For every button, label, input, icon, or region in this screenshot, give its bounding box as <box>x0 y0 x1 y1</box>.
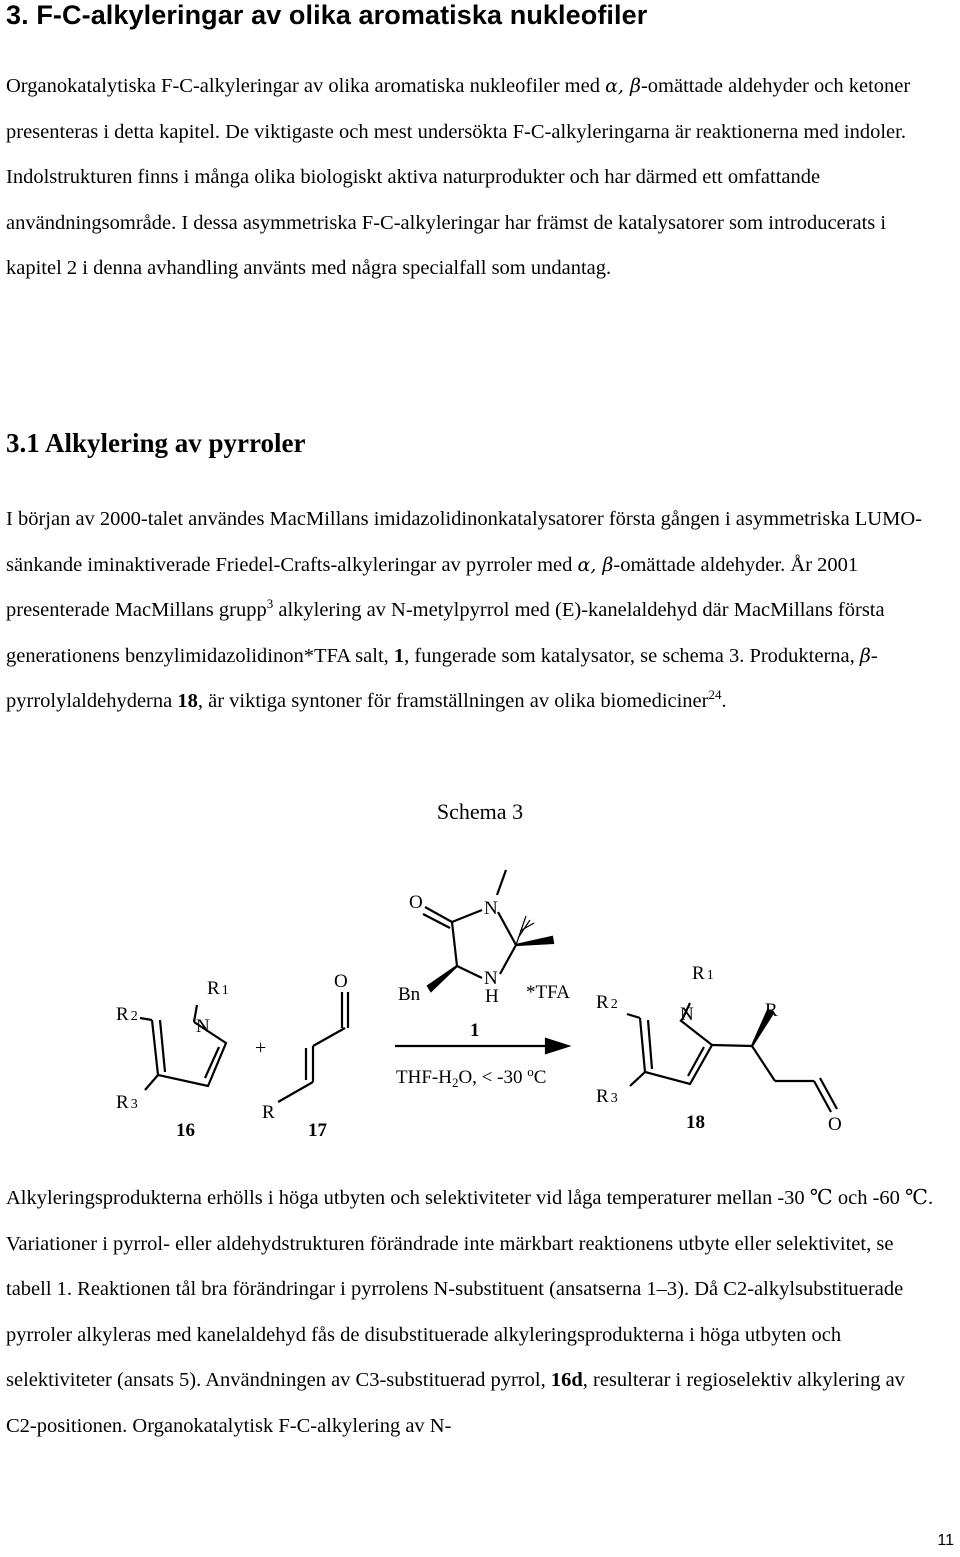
chapter-heading: 3. F-C-alkyleringar av olika aromatiska nukleofiler <box>6 0 648 30</box>
closing-paragraph <box>6 1176 936 1449</box>
r3-label: R <box>116 1092 129 1113</box>
intro-paragraph <box>6 64 936 292</box>
pyrrole-16-structure <box>116 978 229 1141</box>
bn-label: Bn <box>398 984 421 1005</box>
compound-17-label: 17 <box>308 1120 327 1141</box>
product-r1-sub: 1 <box>706 968 714 983</box>
closing-text-1: Alkyleringsprodukterna erhölls i höga utbyten och selektiviteter vid låga temperaturer mellan -30 ℃ och -60 ℃. Variationer i pyrrol- eller aldehydstrukturen förändrade inte märkbart reaktionens utbyte eller selektivitet, se tabell 1. Reaktionen tål bra förändringar i pyrrolens N-substituent (ansatserna 1–3). Då C2-alkylsubstituerade pyrroler alkyleras med kanelaldehyd fås de disubstituerade alkyleringsprodukterna i höga utbyten och selektiviteter (ansats 5). Användningen av C3-substituerad pyrrol, <box>6 1187 934 1391</box>
product-r3-label: R <box>596 1086 609 1107</box>
svg-text:R1 <box>207 978 229 999</box>
conditions-c: C <box>533 1067 547 1088</box>
product-r2-sub: 2 <box>610 997 618 1012</box>
reaction-arrow <box>395 1039 568 1090</box>
product-r1-label: R <box>692 963 705 984</box>
svg-text:THF-H2O, < -30 oC <box>396 1064 546 1090</box>
r1-label: R <box>207 978 220 999</box>
compound-16-label: 16 <box>176 1120 195 1141</box>
r2-sub: 2 <box>130 1009 138 1024</box>
closing-text-2: , resulterar i regioselektiv alkylering av C2-positionen. Organokatalytisk F-C-alkylering av N- <box>6 1369 905 1437</box>
reference-3: 3 <box>266 596 274 611</box>
intro-text-1: Organokatalytiska F-C-alkyleringar av olika aromatiska nukleofiler med <box>6 75 606 97</box>
section-text-4: , fungerade som katalysator, se schema 3. Produkterna, <box>404 644 860 667</box>
product-r2-label: R <box>596 992 609 1013</box>
product-n-label: N <box>680 1004 694 1025</box>
product-o-label: O <box>828 1114 842 1135</box>
section-heading: 3.1 Alkylering av pyrroler <box>6 428 306 458</box>
r-label: R <box>262 1102 275 1123</box>
compound-1-ref: 1 <box>393 644 405 667</box>
o-label: O <box>334 971 348 992</box>
page-number: 11 <box>937 1532 954 1549</box>
svg-text:R3 <box>596 1086 618 1107</box>
n-label: N <box>196 1016 210 1037</box>
r3-sub: 3 <box>130 1097 138 1112</box>
intro-text-2: -omättade aldehyder och ketoner presenteras i detta kapitel. De viktigaste och mest undersökta F-C-alkyleringarna är reaktionerna med indoler. Indolstrukturen finns i många olika biologiskt aktiva naturprodukter och har därmed ett omfattande användningsområde. I dessa asymmetriska F-C-alkyleringar har främst de katalysatorer som introducerats i kapitel 2 i denna avhandling använts med några specialfall som undantag. <box>6 75 911 279</box>
aldehyde-17-structure <box>262 971 348 1141</box>
conditions-deg: o <box>527 1064 534 1079</box>
svg-text:R1 <box>692 963 714 984</box>
conditions-b: O, < -30 <box>458 1067 528 1088</box>
section-text-2: -omättade aldehyder. År 2001 presenterade MacMillans grupp <box>6 553 859 621</box>
plus-sign: + <box>255 1037 267 1059</box>
svg-text:R2 <box>116 1004 138 1025</box>
svg-text:R2 <box>596 992 618 1013</box>
reference-24: 24 <box>708 687 722 702</box>
cat-o-label: O <box>409 892 423 913</box>
conditions-a: THF-H <box>396 1067 452 1088</box>
reaction-scheme <box>0 850 960 1150</box>
tfa-label: *TFA <box>526 982 570 1003</box>
section-text-1: I början av 2000-talet användes MacMillans imidazolidinonkatalysatorer första gången i asymmetriska LUMO-sänkande iminaktiverade Friedel-Crafts-alkyleringar av pyrroler med <box>6 508 922 576</box>
conditions-sub: 2 <box>451 1075 459 1090</box>
r1-sub: 1 <box>221 983 229 998</box>
catalyst-1-structure <box>398 870 570 1041</box>
section-paragraph <box>6 497 936 725</box>
svg-text:R3 <box>116 1092 138 1113</box>
compound-18-label: 18 <box>686 1112 705 1133</box>
cat-h-label: H <box>485 986 499 1007</box>
product-r-label: R <box>765 1000 778 1021</box>
product-r3-sub: 3 <box>610 1091 618 1106</box>
section-text-5: -pyrrolylaldehyderna <box>6 644 878 712</box>
section-text-3: alkylering av N-metylpyrrol med (E)-kanelaldehyd där MacMillans första generationens benzylimidazolidinon*TFA salt, <box>6 599 885 667</box>
section-text-6: , är viktiga syntoner för framställningen av olika biomediciner <box>197 690 709 712</box>
section-text-7: . <box>721 690 727 712</box>
compound-16d-ref: 16d <box>550 1369 583 1391</box>
product-18-structure <box>596 963 842 1135</box>
r2-label: R <box>116 1004 129 1025</box>
beta-symbol: β <box>859 644 871 667</box>
catalyst-number: 1 <box>470 1020 480 1041</box>
compound-18-ref: 18 <box>177 690 198 712</box>
alpha-beta-symbol: α, β <box>577 553 614 576</box>
scheme-caption: Schema 3 <box>436 799 524 824</box>
alpha-beta-symbol: α, β <box>605 75 641 97</box>
cat-n-label: N <box>484 898 498 919</box>
cat-nh-label: N <box>484 968 498 989</box>
